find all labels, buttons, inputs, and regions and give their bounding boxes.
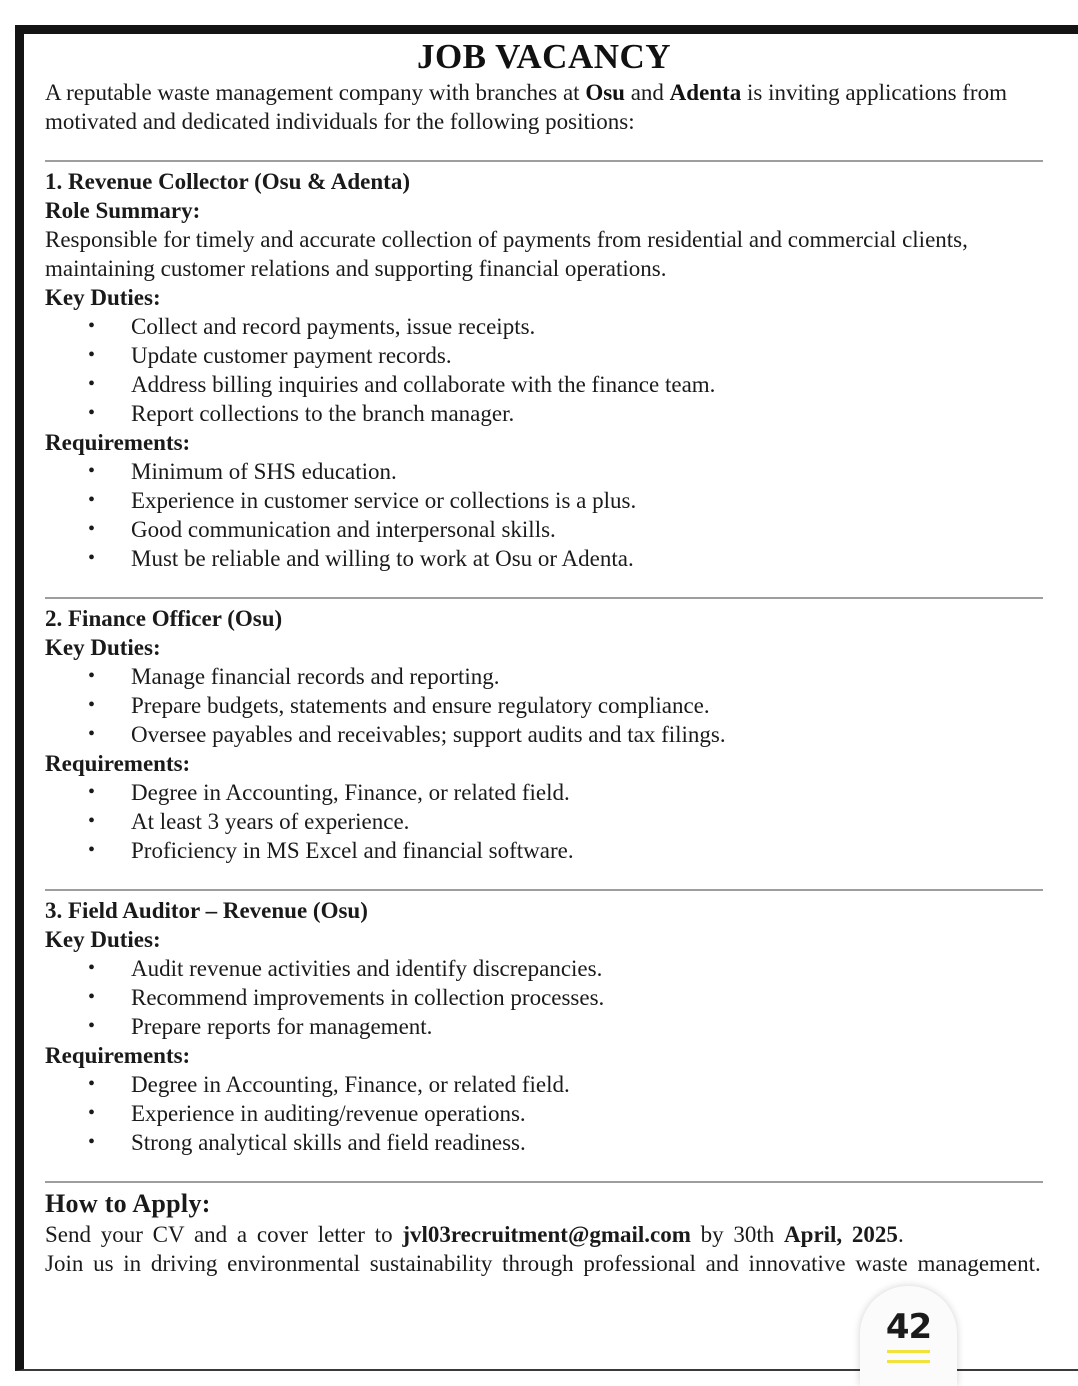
application-email-link[interactable]: jvl03recruitment@gmail.com: [402, 1222, 691, 1247]
bullet-icon: •: [88, 781, 96, 803]
position-revenue-collector: [45, 167, 1043, 573]
list-item: • Minimum of SHS education.: [88, 459, 397, 484]
bullet-icon: •: [88, 373, 96, 395]
key-duties-label: Key Duties:: [45, 635, 161, 660]
bullet-icon: •: [88, 665, 96, 687]
list-item: • Proficiency in MS Excel and financial software.: [88, 838, 574, 863]
position-title: 1. Revenue Collector (Osu & Adenta): [45, 169, 410, 194]
duties-list: [45, 312, 1043, 428]
requirements-list: [45, 1070, 1043, 1157]
branch-osu: Osu: [585, 80, 625, 105]
role-summary-label: Role Summary:: [45, 198, 201, 223]
list-item: • Experience in customer service or collections is a plus.: [88, 488, 637, 513]
list-item: • Must be reliable and willing to work at Osu or Adenta.: [88, 546, 634, 571]
requirements-label: Requirements:: [45, 430, 191, 455]
bullet-icon: •: [88, 1102, 96, 1124]
position-title: 2. Finance Officer (Osu): [45, 606, 283, 631]
page-number: 42: [885, 1307, 932, 1347]
list-item: • Prepare budgets, statements and ensure regulatory compliance.: [88, 693, 710, 718]
list-item: • Collect and record payments, issue receipts.: [88, 314, 536, 339]
application-instructions: Send your CV and a cover letter to jvl03recruitment@gmail.com by 30th April, 2025.: [45, 1222, 904, 1247]
list-item: • Oversee payables and receivables; support audits and tax filings.: [88, 722, 726, 747]
list-item: • Report collections to the branch manager.: [88, 401, 515, 426]
position-field-auditor: [45, 896, 1043, 1157]
list-item: • At least 3 years of experience.: [88, 809, 410, 834]
bullet-icon: •: [88, 957, 96, 979]
document-title: JOB VACANCY: [416, 37, 672, 76]
section-divider: [45, 597, 1043, 599]
position-finance-officer: [45, 604, 1043, 865]
branch-adenta: Adenta: [669, 80, 742, 105]
list-item: • Experience in auditing/revenue operations.: [88, 1101, 526, 1126]
intro-paragraph: A reputable waste management company with branches at Osu and Adenta is inviting applications from motivated and dedicated individuals for the following positions:: [45, 80, 1007, 134]
bullet-icon: •: [88, 402, 96, 424]
duties-list: [45, 662, 1043, 749]
job-vacancy-document: [45, 36, 1043, 1278]
bullet-icon: •: [88, 986, 96, 1008]
bullet-icon: •: [88, 1131, 96, 1153]
bullet-icon: •: [88, 723, 96, 745]
bullet-icon: •: [88, 344, 96, 366]
list-item: • Audit revenue activities and identify discrepancies.: [88, 956, 603, 981]
bullet-icon: •: [88, 547, 96, 569]
section-divider: [45, 889, 1043, 891]
role-summary-text: Responsible for timely and accurate collection of payments from residential and commercial clients, maintaining customer relations and supporting financial operations.: [45, 227, 968, 281]
bullet-icon: •: [88, 1073, 96, 1095]
key-duties-label: Key Duties:: [45, 927, 161, 952]
duties-list: [45, 954, 1043, 1041]
list-item: • Update customer payment records.: [88, 343, 452, 368]
requirements-label: Requirements:: [45, 751, 191, 776]
bullet-icon: •: [88, 460, 96, 482]
bullet-icon: •: [88, 315, 96, 337]
bullet-icon: •: [88, 1015, 96, 1037]
requirements-label: Requirements:: [45, 1043, 191, 1068]
bullet-icon: •: [88, 489, 96, 511]
list-item: • Degree in Accounting, Finance, or related field.: [88, 780, 570, 805]
position-title: 3. Field Auditor – Revenue (Osu): [45, 898, 368, 923]
section-divider: [45, 1181, 1043, 1183]
list-item: • Address billing inquiries and collaborate with the finance team.: [88, 372, 716, 397]
closing-statement: Join us in driving environmental sustainability through professional and innovative waste management.: [45, 1251, 1041, 1276]
requirements-list: [45, 778, 1043, 865]
bullet-icon: •: [88, 839, 96, 861]
application-deadline: April, 2025: [784, 1222, 898, 1247]
bullet-icon: •: [88, 810, 96, 832]
bullet-icon: •: [88, 694, 96, 716]
how-to-apply-title: How to Apply:: [45, 1189, 211, 1218]
list-item: • Good communication and interpersonal skills.: [88, 517, 556, 542]
page-number-badge[interactable]: [860, 1286, 957, 1386]
key-duties-label: Key Duties:: [45, 285, 161, 310]
list-item: • Manage financial records and reporting.: [88, 664, 500, 689]
page-number-underline: [887, 1350, 930, 1353]
section-divider: [45, 160, 1043, 162]
page-number-underline: [887, 1360, 930, 1363]
requirements-list: [45, 457, 1043, 573]
bullet-icon: •: [88, 518, 96, 540]
list-item: • Recommend improvements in collection processes.: [88, 985, 605, 1010]
list-item: • Prepare reports for management.: [88, 1014, 433, 1039]
how-to-apply-section: [45, 1188, 1043, 1278]
list-item: • Degree in Accounting, Finance, or related field.: [88, 1072, 570, 1097]
list-item: • Strong analytical skills and field readiness.: [88, 1130, 526, 1155]
